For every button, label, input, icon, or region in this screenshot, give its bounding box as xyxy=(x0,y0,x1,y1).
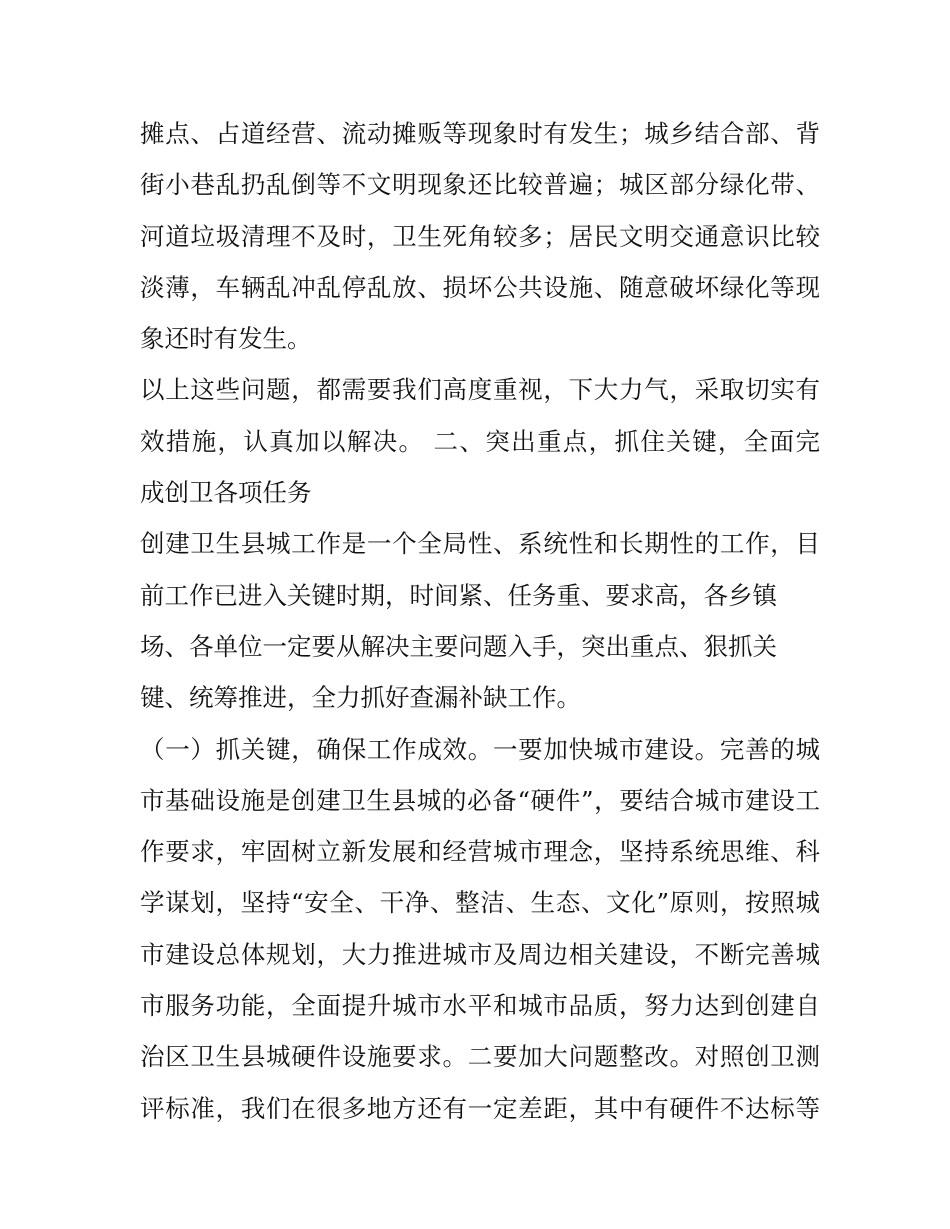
text-line: 淡薄，车辆乱冲乱停乱放、损坏公共设施、随意破坏绿化等现 xyxy=(140,272,820,302)
text-line: 效措施，认真加以解决。 二、突出重点，抓住关键，全面完 xyxy=(140,426,820,456)
text-line: 键、统筹推进，全力抓好查漏补缺工作。 xyxy=(140,683,581,713)
text-line: （一）抓关键，确保工作成效。一要加快城市建设。完善的城 xyxy=(140,734,820,764)
text-line: 前工作已进入关键时期，时间紧、任务重、要求高，各乡镇 xyxy=(140,580,777,610)
text-line: 象还时有发生。 xyxy=(140,324,312,354)
text-line: 河道垃圾清理不及时，卫生死角较多；居民文明交通意识比较 xyxy=(140,221,820,251)
body-text xyxy=(140,108,820,1134)
text-line: 评标准，我们在很多地方还有一定差距，其中有硬件不达标等 xyxy=(140,1093,820,1123)
text-line: 市建设总体规划，大力推进城市及周边相关建设，不断完善城 xyxy=(140,939,820,969)
text-line: 摊点、占道经营、流动摊贩等现象时有发生；城乡结合部、背 xyxy=(140,119,820,148)
text-line: 学谋划，坚持“安全、干净、整洁、生态、文化”原则，按照城 xyxy=(140,888,820,918)
text-line: 以上这些问题，都需要我们高度重视，下大力气，采取切实有 xyxy=(140,375,820,405)
text-line: 市服务功能，全面提升城市水平和城市品质，努力达到创建自 xyxy=(140,991,820,1021)
text-line: 作要求，牢固树立新发展和经营城市理念，坚持系统思维、科 xyxy=(140,837,820,867)
text-line: 创建卫生县城工作是一个全局性、系统性和长期性的工作，目 xyxy=(140,529,820,559)
text-line: 成创卫各项任务 xyxy=(140,478,312,508)
text-line: 街小巷乱扔乱倒等不文明现象还比较普遍；城区部分绿化带、 xyxy=(140,170,820,200)
text-line: 市基础设施是创建卫生县城的必备“硬件”，要结合城市建设工 xyxy=(140,785,820,815)
text-line: 场、各单位一定要从解决主要问题入手，突出重点、狠抓关 xyxy=(140,631,777,661)
text-line: 治区卫生县城硬件设施要求。二要加大问题整改。对照创卫测 xyxy=(140,1042,820,1072)
